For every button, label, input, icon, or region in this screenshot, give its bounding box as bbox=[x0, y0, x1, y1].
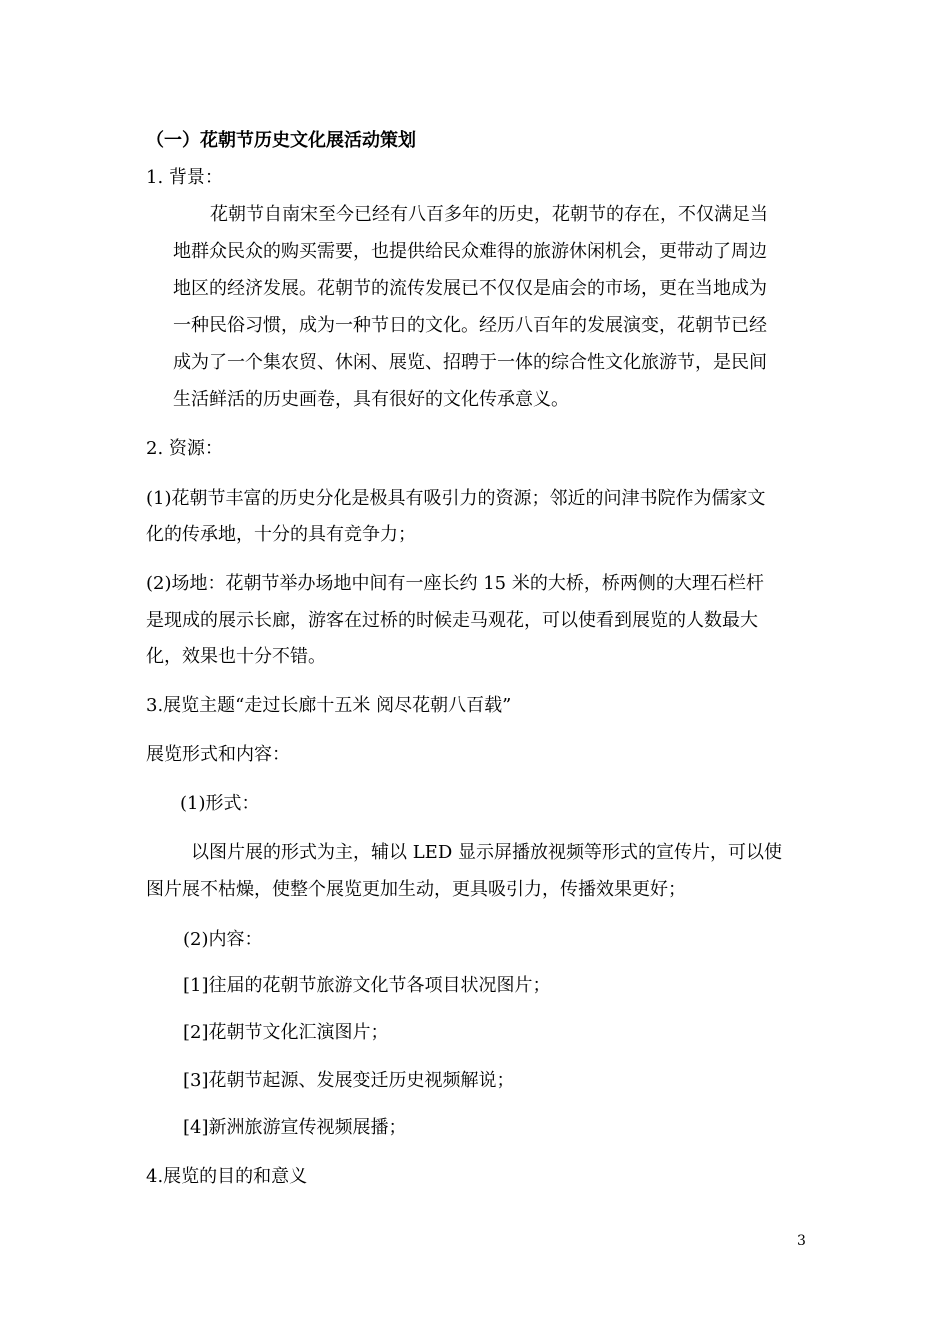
content-item: [3]花朝节起源、发展变迁历史视频解说； bbox=[183, 1070, 515, 1091]
content-item: [2]花朝节文化汇演图片； bbox=[183, 1022, 389, 1043]
resources-label: 2. 资源： bbox=[146, 438, 223, 459]
resources-item2-line: 是现成的展示长廊，游客在过桥的时候走马观花，可以使看到展览的人数最大 bbox=[146, 610, 758, 631]
content-label: (2)内容： bbox=[183, 929, 263, 950]
resources-item1-line: (1)花朝节丰富的历史分化是极具有吸引力的资源；邻近的问津书院作为儒家文 bbox=[146, 488, 766, 509]
resources-item2-line: 化，效果也十分不错。 bbox=[146, 646, 326, 667]
form-line: 以图片展的形式为主，辅以 LED 显示屏播放视频等形式的宣传片，可以使 bbox=[191, 842, 782, 863]
format-title: 展览形式和内容： bbox=[146, 744, 290, 765]
section-title: （一）花朝节历史文化展活动策划 bbox=[146, 130, 416, 151]
background-line: 地区的经济发展。花朝节的流传发展已不仅仅是庙会的市场，更在当地成为 bbox=[173, 278, 767, 299]
exhibition-theme: 3.展览主题“走过长廊十五米 阅尽花朝八百载” bbox=[146, 695, 512, 716]
background-line: 一种民俗习惯，成为一种节日的文化。经历八百年的发展演变，花朝节已经 bbox=[173, 315, 767, 336]
form-line: 图片展不枯燥，使整个展览更加生动，更具吸引力，传播效果更好； bbox=[146, 879, 686, 900]
form-label: (1)形式： bbox=[180, 793, 260, 814]
content-item: [4]新洲旅游宣传视频展播； bbox=[183, 1117, 407, 1138]
resources-item2-line: (2)场地：花朝节举办场地中间有一座长约 15 米的大桥，桥两侧的大理石栏杆 bbox=[146, 573, 764, 594]
background-line: 生活鲜活的历史画卷，具有很好的文化传承意义。 bbox=[173, 389, 569, 410]
background-label: 1. 背景： bbox=[146, 167, 223, 188]
purpose-heading: 4.展览的目的和意义 bbox=[146, 1166, 308, 1187]
background-line: 地群众民众的购买需要，也提供给民众难得的旅游休闲机会，更带动了周边 bbox=[173, 241, 767, 262]
resources-item1-line: 化的传承地，十分的具有竞争力； bbox=[146, 524, 416, 545]
content-item: [1]往届的花朝节旅游文化节各项目状况图片； bbox=[183, 975, 551, 996]
page-number: 3 bbox=[797, 1233, 806, 1249]
background-line: 成为了一个集农贸、休闲、展览、招聘于一体的综合性文化旅游节，是民间 bbox=[173, 352, 767, 373]
background-line: 花朝节自南宋至今已经有八百多年的历史，花朝节的存在，不仅满足当 bbox=[210, 204, 768, 225]
